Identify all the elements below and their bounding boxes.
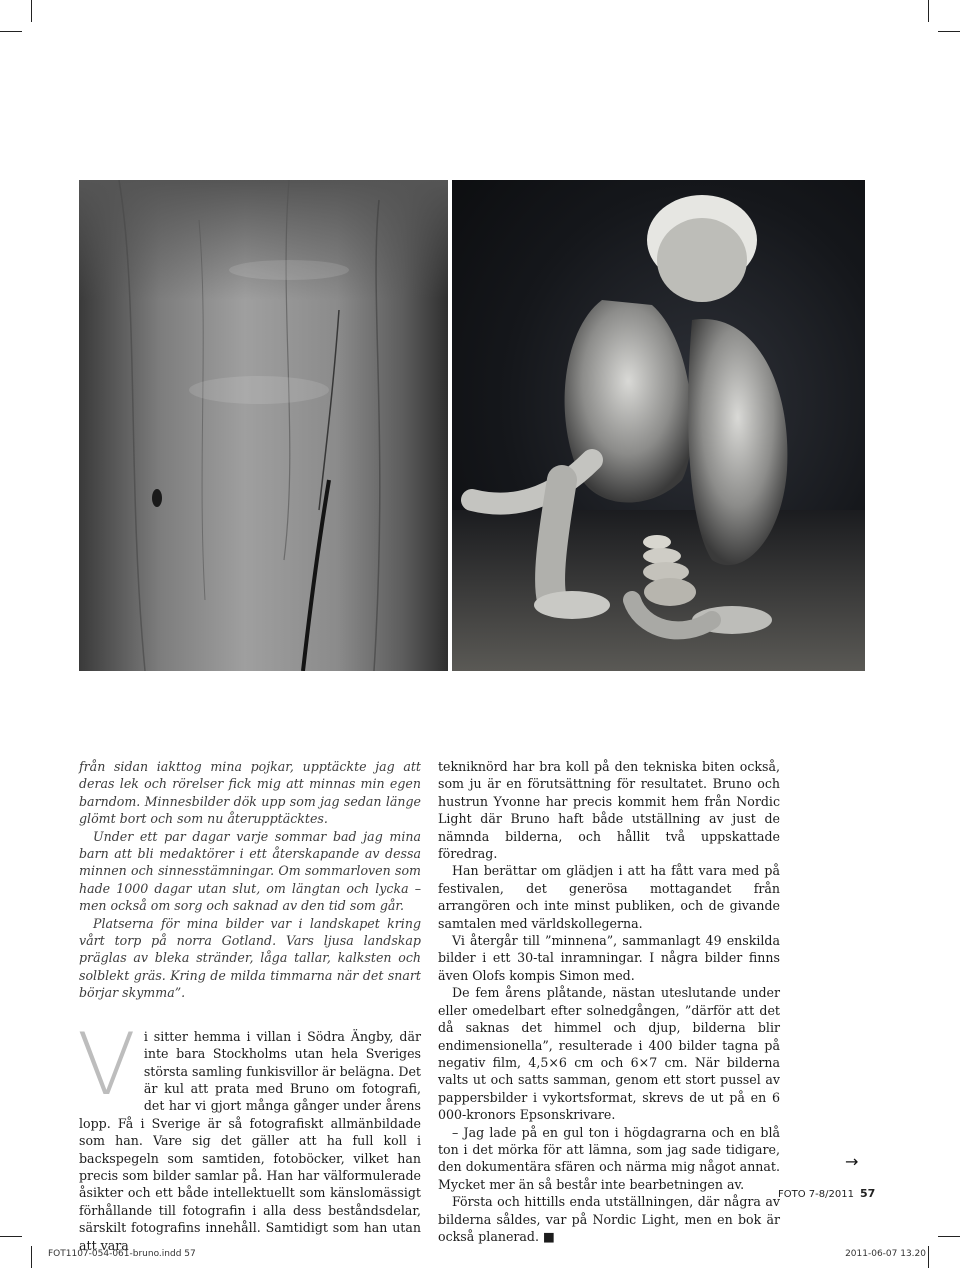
body-paragraph: – Jag lade på en gul ton i högdagrarna och en blå ton i det mörka för att lämna, som jag sade tidigare, den dokumentära sfären och närma mig något annat. Mycket mer än så består inte bearbetningen av. xyxy=(438,1124,780,1192)
left-column xyxy=(79,758,421,1254)
dropcap: V xyxy=(77,1014,136,1115)
body-paragraph: Han berättar om glädjen i att ha fått vara med på festivalen, det generösa mottagandet från arrangören och inte minst publiken, och de givande samtalen med världskollegerna. xyxy=(438,863,780,931)
child-with-stones-photo xyxy=(452,180,865,671)
body-paragraph: Första och hittills enda utställningen, där några av bilderna såldes, var på Nordic Light, men en bok är också planerad. ■ xyxy=(438,1194,780,1244)
page-folio xyxy=(778,1187,875,1200)
slug-filename: FOT1107-054-061-bruno.indd 57 xyxy=(48,1249,196,1259)
continue-arrow-icon: → xyxy=(845,1152,859,1171)
crop-mark xyxy=(31,0,32,22)
crop-mark xyxy=(938,1236,960,1237)
body-paragraph: Vi återgår till ”minnena”, sammanlagt 49 enskilda bilder i ett 30-tal inramningar. I några bilder finns även Olofs kompis Simon med. xyxy=(438,933,780,983)
crop-mark xyxy=(938,31,960,32)
page-number: 57 xyxy=(859,1187,876,1200)
right-column xyxy=(438,758,780,1245)
wooden-post-photo xyxy=(79,180,448,671)
body-paragraph: De fem årens plåtande, nästan uteslutande under eller omedelbart efter solnedgången, ”därför att det då saknas det himmel och djup, bilderna blir endimensionella”, resulterade i 400 bilder tagna på negativ film, 4,5×6 cm och 6×7 cm. När bilderna valts ut och satts samman, genom ett stort pussel av pappersbilder i vykortsformat, skrevs de ut på en 6 000-kronors Epsonskrivare. xyxy=(438,985,780,1123)
magazine-issue: FOTO 7-8/2011 xyxy=(778,1189,854,1200)
intro-paragraph: Under ett par dagar varje sommar bad jag mina barn att bli medaktörer i ett återskapande av dessa minnen och sinnesstämningar. Om sommarloven som hade 1000 dagar utan slut, om längtan och lycka – men också om sorg och saknad av den tid som går. xyxy=(79,828,421,914)
crop-mark xyxy=(31,1246,32,1268)
body-paragraph: tekniknörd har bra koll på den tekniska biten också, som ju är en förutsättning för resultatet. Bruno och hustrun Yvonne har precis kommit hem från Nordic Light där Bruno haft både utställning av just de nämnda bilderna, och hållit två uppskattade föredrag. xyxy=(438,759,780,862)
intro-paragraph: från sidan iakttog mina pojkar, upptäckte jag att deras lek och rörelser fick mig att minnas min egen barndom. Minnesbilder dök upp som jag sedan länge glömt bort och som nu återupptäcktes. xyxy=(79,759,421,827)
intro-paragraph: Platserna för mina bilder var i landskapet kring vårt torp på norra Gotland. Vars ljusa landskap präglas av bleka stränder, låga tallar, kalksten och solblekt gräs. Kring de milda timmarna när det snart börjar skymma”. xyxy=(79,915,421,1001)
slug-timestamp: 2011-06-07 13.20 xyxy=(845,1249,926,1259)
body-paragraph xyxy=(77,1014,421,1254)
crop-mark xyxy=(0,1236,22,1237)
body-paragraph-text: i sitter hemma i villan i Södra Ängby, där inte bara Stockholms utan hela Sveriges största samling funkisvillor är belägna. Det är kul att prata med Bruno om fotografi, det har vi gjort många gånger under årens lopp. Få i Sverige är så fotografiskt allmänbildade som han. Vare sig det gäller att ha full koll i backspegeln som samtiden, fotoböcker, vilket han precis som bilder samlar på. Han har välformulerade åsikter och ett både intellektuellt som känslomässigt förhållande till fotografin i alla dess beståndsdelar, särskilt fotografins innehåll. Samtidigt som han utan att vara xyxy=(79,1028,421,1253)
crop-mark xyxy=(928,1246,929,1268)
crop-mark xyxy=(0,31,22,32)
crop-mark xyxy=(928,0,929,22)
